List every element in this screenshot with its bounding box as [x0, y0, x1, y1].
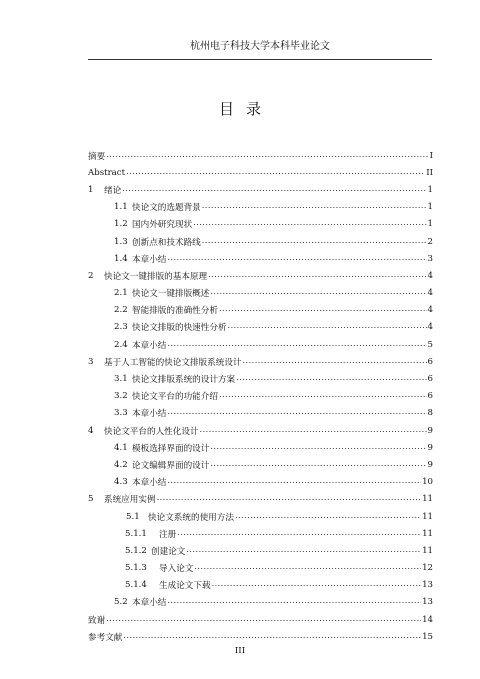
toc-entry[interactable] — [88, 370, 433, 387]
toc-entry-page: I — [429, 150, 433, 161]
dot-leader — [167, 254, 426, 264]
toc-entry-label: 快论文排版的快速性分析 — [132, 323, 227, 334]
toc-entry-label: 基于人工智能的快论文排版系统设计 — [104, 357, 242, 368]
toc-entry-label: 导入论文 — [159, 564, 194, 575]
dot-leader — [219, 305, 427, 315]
toc-entry-page: 1 — [427, 219, 433, 230]
toc-entry-label: 致谢 — [88, 615, 106, 626]
toc-entry-page: 4 — [427, 322, 433, 333]
toc-entry[interactable] — [88, 164, 433, 181]
dot-leader — [122, 185, 426, 195]
toc-entry-label: 本章小结 — [132, 340, 167, 351]
toc-entry-page: 11 — [422, 528, 433, 539]
toc-entry[interactable] — [88, 353, 433, 370]
toc-entry[interactable] — [88, 302, 433, 319]
toc-entry-label: 本章小结 — [132, 598, 167, 609]
toc-entry-page: 11 — [422, 511, 433, 522]
toc-entry-label: 创新点和技术路线 — [132, 237, 201, 248]
page-number: III — [234, 646, 246, 656]
toc-title: 目录 — [218, 100, 273, 118]
toc-entry[interactable] — [88, 147, 433, 164]
dot-leader — [157, 494, 421, 504]
toc-entry-page: 4 — [427, 288, 433, 299]
toc-entry-number: 4.1 — [114, 442, 128, 453]
dot-leader — [236, 374, 426, 384]
toc-entry[interactable] — [88, 439, 433, 456]
toc-entry[interactable] — [88, 233, 433, 250]
toc-entry-label: 论文编辑界面的设计 — [132, 460, 210, 471]
toc-entry-page: 9 — [427, 442, 433, 453]
toc-entry-number: 5.1.1 — [125, 528, 147, 539]
toc-entry-label: 绪论 — [104, 185, 122, 196]
toc-entry[interactable] — [88, 267, 433, 284]
toc-entry-page: 6 — [427, 391, 433, 402]
toc-entry-label: 快论文系统的使用方法 — [148, 512, 234, 523]
toc-entry[interactable] — [88, 336, 433, 353]
toc-entry-page: 9 — [427, 425, 433, 436]
toc-entry-number: 1 — [88, 184, 94, 195]
toc-entry-label: 智能排版的准确性分析 — [132, 306, 218, 317]
toc-entry-page: 11 — [422, 545, 433, 556]
toc-entry-number: 5.1.3 — [125, 563, 147, 574]
dot-leader — [243, 357, 427, 367]
dot-leader — [193, 219, 426, 229]
toc-entry-label: 国内外研究现状 — [132, 220, 193, 231]
toc-entry-label: 参考文献 — [88, 632, 123, 643]
toc-entry-number: 5 — [88, 494, 94, 505]
toc-entry[interactable] — [88, 628, 433, 645]
dot-leader — [208, 271, 426, 281]
dot-leader — [210, 288, 426, 298]
toc-entry-number: 5.1 — [126, 511, 140, 522]
toc-entry-number: 2.4 — [114, 339, 128, 350]
toc-entry-number: 5.2 — [114, 597, 128, 608]
toc-entry[interactable] — [88, 542, 433, 559]
toc-entry[interactable] — [88, 422, 433, 439]
toc-entry-label: 系统应用实例 — [104, 495, 156, 506]
toc-entry[interactable] — [88, 611, 433, 628]
toc-entry-label: 本章小结 — [132, 254, 167, 265]
toc-entry-page: 6 — [427, 374, 433, 385]
toc-entry-label: 快论文一键排版概述 — [132, 289, 210, 300]
dot-leader — [212, 580, 421, 590]
toc-entry[interactable] — [88, 594, 433, 611]
toc-entry-label: 生成论文下载 — [159, 581, 211, 592]
dot-leader — [210, 443, 426, 453]
toc-entry[interactable] — [88, 216, 433, 233]
toc-entry-number: 4.2 — [114, 459, 128, 470]
toc-entry[interactable] — [88, 577, 433, 594]
dot-leader — [202, 202, 427, 212]
table-of-contents — [88, 147, 433, 645]
toc-entry-page: 4 — [427, 270, 433, 281]
dot-leader — [126, 168, 425, 178]
toc-entry-label: 快论文一键排版的基本原理 — [104, 271, 208, 282]
toc-entry-page: 12 — [422, 563, 433, 574]
toc-entry-page: 9 — [427, 459, 433, 470]
toc-entry-label: 创建论文 — [151, 546, 186, 557]
toc-entry-page: 13 — [422, 580, 433, 591]
toc-entry-label: 快论文排版系统的设计方案 — [132, 375, 236, 386]
toc-entry-page: 2 — [427, 236, 433, 247]
toc-entry-label: 本章小结 — [132, 409, 167, 420]
toc-entry-page: 13 — [422, 597, 433, 608]
toc-entry[interactable] — [88, 508, 433, 525]
toc-entry-number: 3.2 — [114, 391, 128, 402]
toc-entry[interactable] — [88, 491, 433, 508]
toc-entry[interactable] — [88, 456, 433, 473]
toc-entry-number: 5.1.4 — [125, 580, 147, 591]
toc-entry-number: 5.1.2 — [125, 545, 147, 556]
toc-entry-page: 6 — [427, 356, 433, 367]
toc-entry-label: 摘要 — [88, 151, 106, 162]
dot-leader — [177, 529, 421, 539]
toc-entry-number: 4.3 — [114, 477, 128, 488]
header-rule — [88, 59, 432, 60]
toc-entry-page: 15 — [422, 631, 433, 642]
toc-entry-label: 快论文平台的人性化设计 — [104, 426, 199, 437]
dot-leader — [228, 322, 427, 332]
toc-entry-page: 5 — [427, 339, 433, 350]
toc-entry-page: 3 — [427, 253, 433, 264]
toc-entry-page: 1 — [427, 202, 433, 213]
toc-entry-number: 4 — [88, 425, 94, 436]
toc-entry[interactable] — [88, 474, 433, 491]
toc-entry-page: 8 — [427, 408, 433, 419]
toc-entry[interactable] — [88, 285, 433, 302]
dot-leader — [123, 632, 421, 642]
toc-entry-page: II — [426, 167, 433, 178]
toc-entry-label: 注册 — [159, 529, 177, 540]
dot-leader — [200, 426, 427, 436]
dot-leader — [219, 391, 427, 401]
toc-entry-label: 本章小结 — [132, 478, 167, 489]
dot-leader — [210, 460, 426, 470]
toc-entry[interactable] — [88, 319, 433, 336]
toc-entry[interactable] — [88, 525, 433, 542]
toc-entry[interactable] — [88, 181, 433, 198]
dot-leader — [235, 512, 421, 522]
toc-entry-page: 1 — [427, 184, 433, 195]
dot-leader — [167, 340, 426, 350]
toc-entry[interactable] — [88, 405, 433, 422]
dot-leader — [106, 151, 428, 161]
toc-entry-number: 3 — [88, 356, 94, 367]
toc-entry-number: 2.2 — [114, 305, 128, 316]
toc-entry-label: Abstract — [88, 167, 126, 178]
toc-entry-number: 1.4 — [114, 253, 128, 264]
dot-leader — [167, 477, 421, 487]
toc-entry-number: 3.1 — [114, 374, 128, 385]
dot-leader — [167, 597, 421, 607]
toc-entry-number: 2.1 — [114, 288, 128, 299]
toc-entry-page: 11 — [422, 494, 433, 505]
dot-leader — [194, 563, 421, 573]
dot-leader — [202, 237, 427, 247]
toc-entry-page: 4 — [427, 305, 433, 316]
toc-entry[interactable] — [88, 250, 433, 267]
toc-entry-page: 14 — [422, 614, 433, 625]
toc-entry-label: 模板选择界面的设计 — [132, 443, 210, 454]
toc-entry-number: 2 — [88, 270, 94, 281]
toc-entry-label: 快论文的选题背景 — [132, 203, 201, 214]
toc-entry-label: 快论文平台的功能介绍 — [132, 392, 218, 403]
dot-leader — [186, 546, 421, 556]
dot-leader — [106, 615, 421, 625]
toc-entry[interactable] — [88, 199, 433, 216]
toc-entry-number: 1.3 — [114, 236, 128, 247]
toc-entry-page: 10 — [422, 477, 433, 488]
toc-entry-number: 3.3 — [114, 408, 128, 419]
toc-entry[interactable] — [88, 388, 433, 405]
dot-leader — [167, 408, 426, 418]
running-header: 杭州电子科技大学本科毕业论文 — [190, 41, 330, 52]
toc-entry-number: 1.2 — [114, 219, 128, 230]
toc-entry[interactable] — [88, 560, 433, 577]
toc-entry-number: 2.3 — [114, 322, 128, 333]
toc-entry-number: 1.1 — [114, 202, 128, 213]
